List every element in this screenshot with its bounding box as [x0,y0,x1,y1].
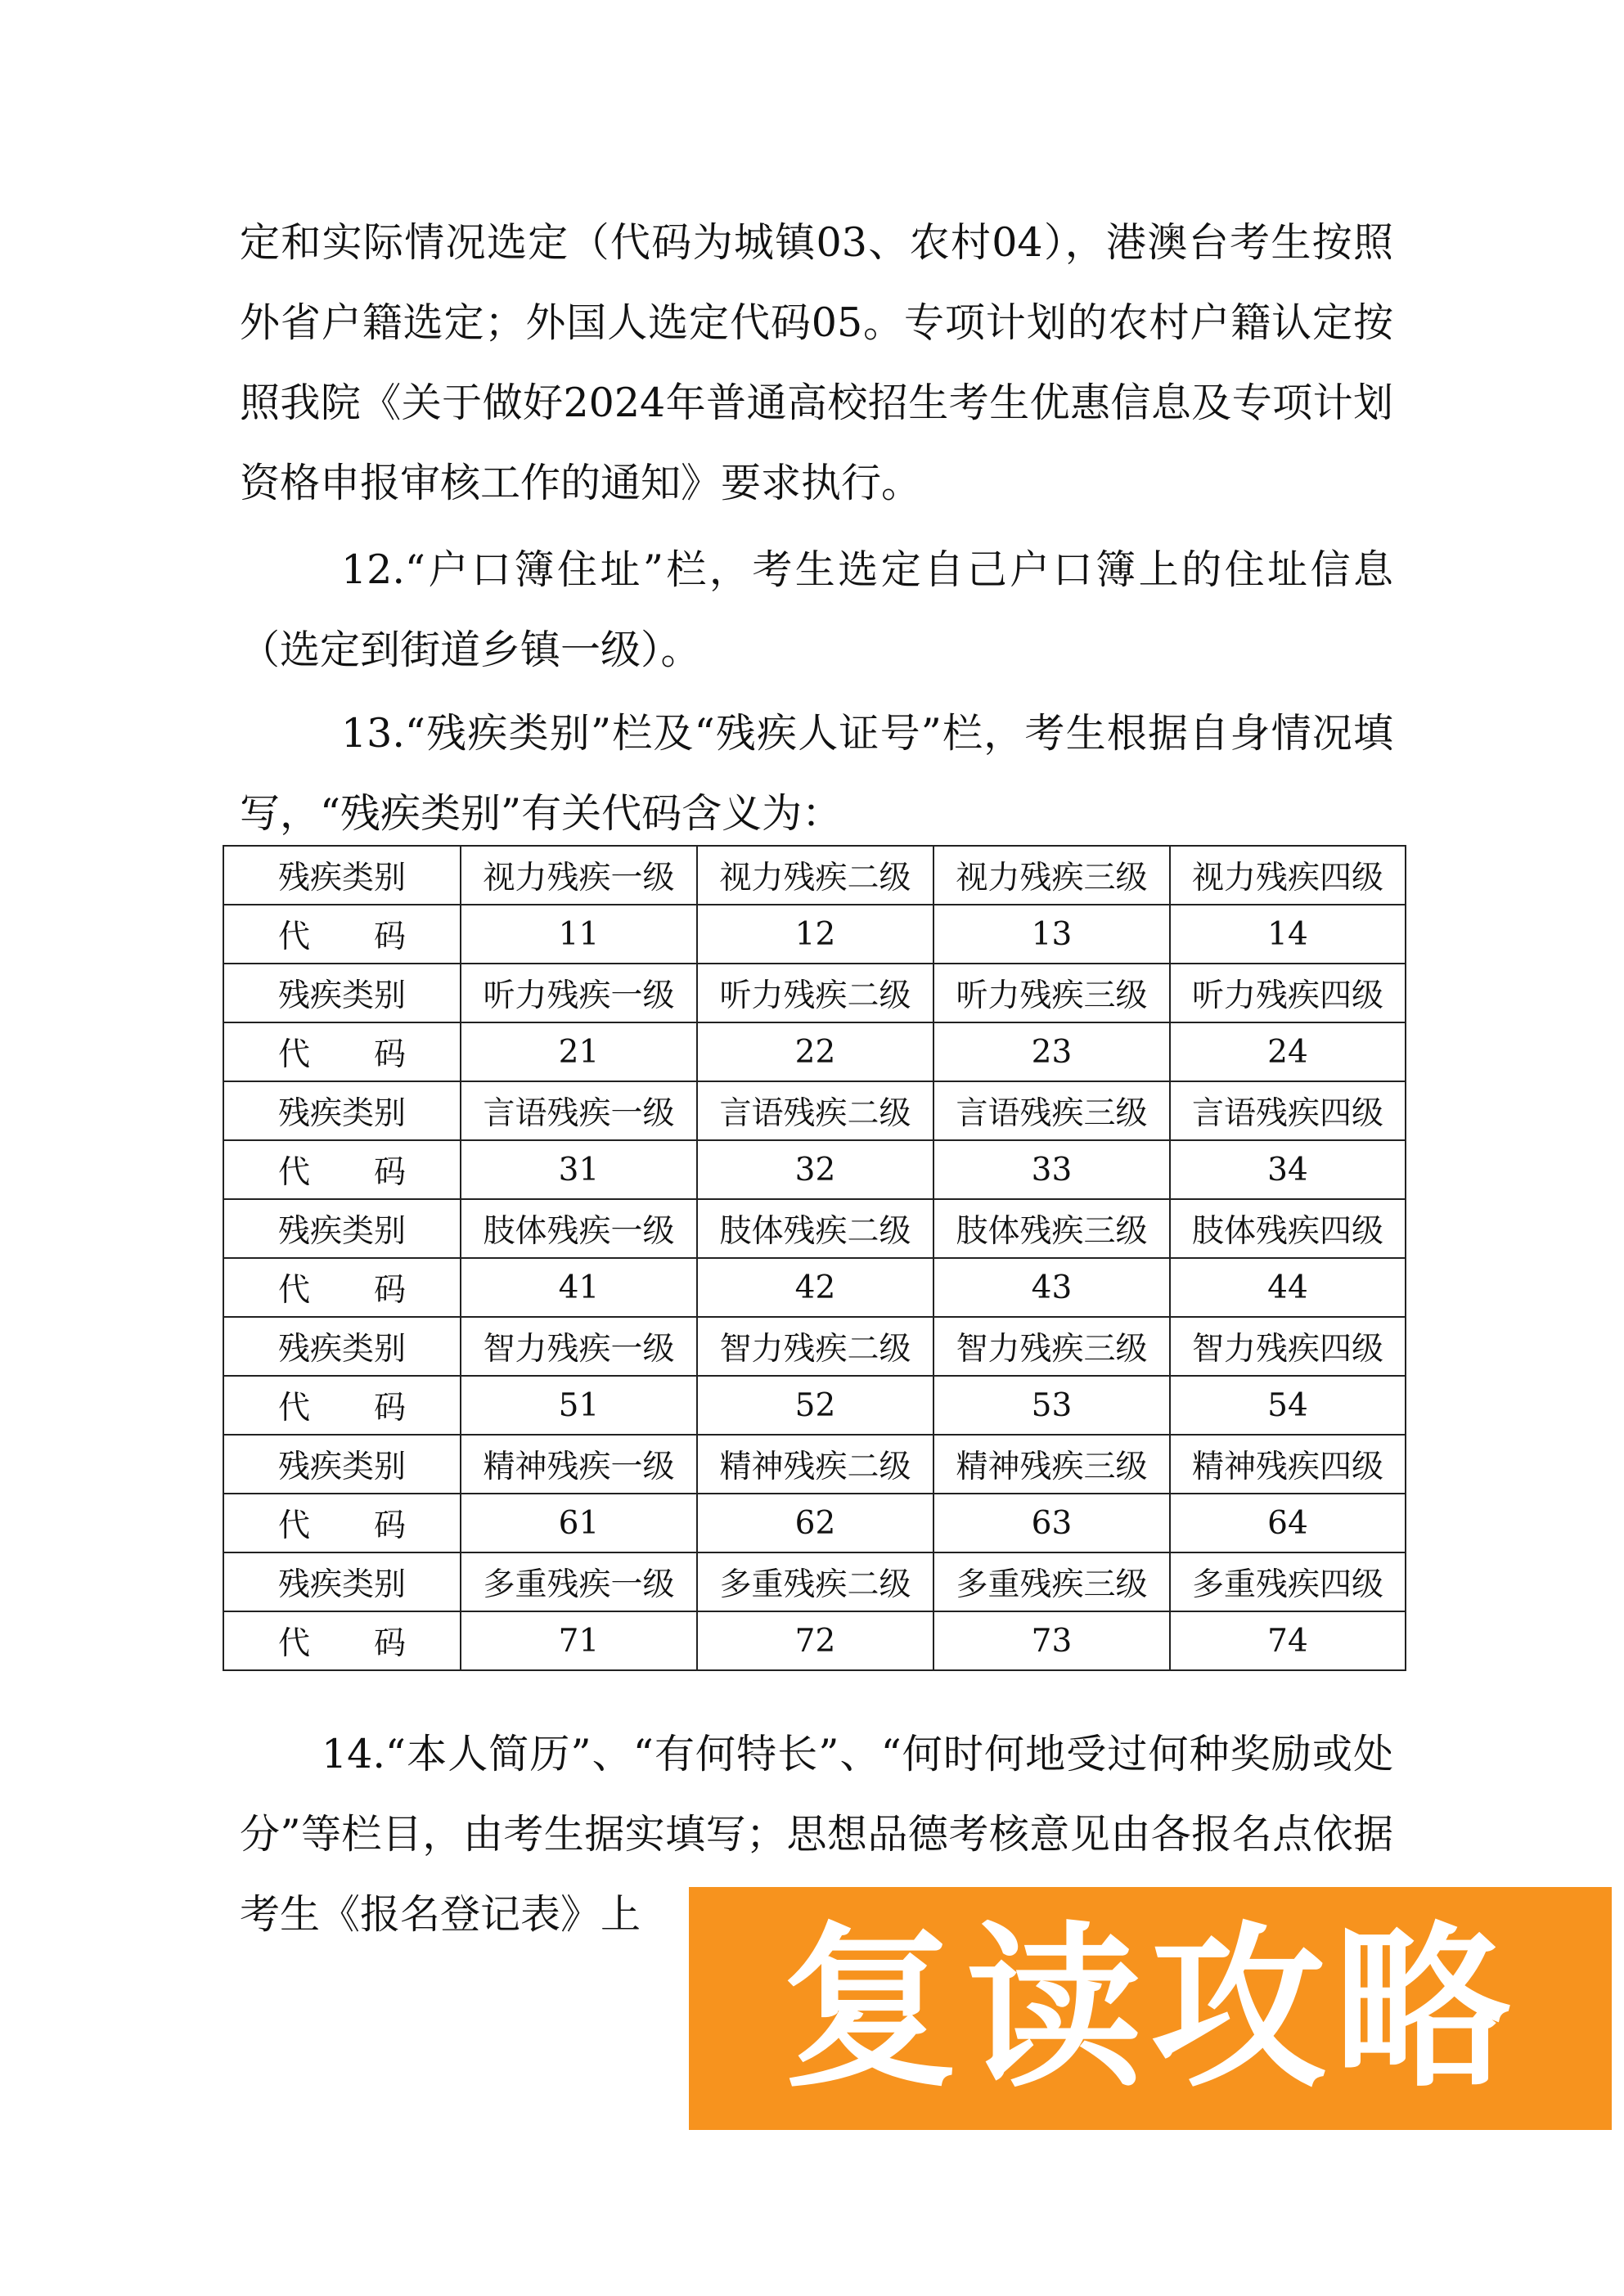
paragraph-household-code: 定和实际情况选定（代码为城镇03、农村04），港澳台考生按照外省户籍选定；外国人选定代码05。专项计划的农村户籍认定按照我院《关于做好2024年普通高校招生考生优惠信息及专项计划资格申报审核工作的通知》要求执行。 [240,219,1393,506]
category-label-cell: 残疾类别 [223,1435,461,1494]
code-cell: 13 [933,905,1170,964]
category-cell: 视力残疾一级 [461,846,697,905]
code-label-cell: 代 码 [223,1140,461,1199]
watermark-banner [689,1887,1612,2130]
code-cell: 21 [461,1022,697,1081]
code-label-cell: 代 码 [223,1611,461,1670]
category-cell: 肢体残疾一级 [461,1199,697,1258]
category-cell: 智力残疾三级 [933,1317,1170,1376]
category-cell: 肢体残疾四级 [1170,1199,1406,1258]
table-row-category [223,1317,1406,1376]
category-cell: 多重残疾三级 [933,1552,1170,1611]
category-cell: 听力残疾四级 [1170,964,1406,1022]
category-cell: 听力残疾二级 [697,964,933,1022]
category-cell: 听力残疾三级 [933,964,1170,1022]
category-cell: 肢体残疾二级 [697,1199,933,1258]
code-cell: 42 [697,1258,933,1317]
code-cell: 33 [933,1140,1170,1199]
table-row-category [223,1199,1406,1258]
code-cell: 44 [1170,1258,1406,1317]
category-cell: 精神残疾二级 [697,1435,933,1494]
table-row-code [223,1140,1406,1199]
category-cell: 肢体残疾三级 [933,1199,1170,1258]
table-row-code [223,1376,1406,1435]
category-cell: 精神残疾一级 [461,1435,697,1494]
table-row-code [223,1611,1406,1670]
code-cell: 63 [933,1494,1170,1552]
category-label-cell: 残疾类别 [223,1081,461,1140]
code-cell: 14 [1170,905,1406,964]
category-cell: 视力残疾二级 [697,846,933,905]
category-label-cell: 残疾类别 [223,846,461,905]
code-cell: 23 [933,1022,1170,1081]
code-label-cell: 代 码 [223,1376,461,1435]
category-cell: 精神残疾三级 [933,1435,1170,1494]
table-row-category [223,846,1406,905]
category-cell: 智力残疾二级 [697,1317,933,1376]
code-label-cell: 代 码 [223,1022,461,1081]
paragraph-item-13: 13.“残疾类别”栏及“残疾人证号”栏，考生根据自身情况填写，“残疾类别”有关代码含义为： [240,710,1393,837]
category-cell: 言语残疾一级 [461,1081,697,1140]
category-cell: 言语残疾三级 [933,1081,1170,1140]
category-label-cell: 残疾类别 [223,1199,461,1258]
code-cell: 51 [461,1376,697,1435]
code-cell: 71 [461,1611,697,1670]
category-cell: 精神残疾四级 [1170,1435,1406,1494]
code-cell: 53 [933,1376,1170,1435]
category-cell: 视力残疾三级 [933,846,1170,905]
code-cell: 72 [697,1611,933,1670]
table-row-code [223,905,1406,964]
category-cell: 多重残疾一级 [461,1552,697,1611]
category-cell: 多重残疾二级 [697,1552,933,1611]
code-cell: 34 [1170,1140,1406,1199]
code-label-cell: 代 码 [223,1258,461,1317]
disability-code-table-body [223,846,1406,1670]
category-cell: 听力残疾一级 [461,964,697,1022]
code-cell: 22 [697,1022,933,1081]
code-cell: 11 [461,905,697,964]
table-row-code [223,1258,1406,1317]
code-cell: 12 [697,905,933,964]
table-row-category [223,964,1406,1022]
code-label-cell: 代 码 [223,1494,461,1552]
code-cell: 61 [461,1494,697,1552]
category-cell: 智力残疾四级 [1170,1317,1406,1376]
code-label-cell: 代 码 [223,905,461,964]
paragraph-item-12: 12.“户口簿住址”栏，考生选定自己户口簿上的住址信息（选定到街道乡镇一级）。 [240,546,1393,673]
code-cell: 54 [1170,1376,1406,1435]
code-cell: 62 [697,1494,933,1552]
code-cell: 52 [697,1376,933,1435]
code-cell: 31 [461,1140,697,1199]
table-row-category [223,1435,1406,1494]
watermark-text: 复读攻略 [782,1906,1518,2111]
code-cell: 32 [697,1140,933,1199]
disability-code-table [223,845,1406,1671]
category-label-cell: 残疾类别 [223,964,461,1022]
category-cell: 多重残疾四级 [1170,1552,1406,1611]
category-cell: 言语残疾二级 [697,1081,933,1140]
code-cell: 73 [933,1611,1170,1670]
table-row-code [223,1494,1406,1552]
code-cell: 24 [1170,1022,1406,1081]
code-cell: 74 [1170,1611,1406,1670]
category-label-cell: 残疾类别 [223,1317,461,1376]
table-row-category [223,1552,1406,1611]
code-cell: 41 [461,1258,697,1317]
table-row-category [223,1081,1406,1140]
paragraph-item-14: 14.“本人简历”、“有何特长”、“何时何地受过何种奖励或处分”等栏目，由考生据实填写；思想品德考核意见由各报名点依据考生《报名登记表》上 [240,1731,1393,1938]
category-cell: 言语残疾四级 [1170,1081,1406,1140]
category-label-cell: 残疾类别 [223,1552,461,1611]
code-cell: 64 [1170,1494,1406,1552]
table-row-code [223,1022,1406,1081]
category-cell: 智力残疾一级 [461,1317,697,1376]
category-cell: 视力残疾四级 [1170,846,1406,905]
code-cell: 43 [933,1258,1170,1317]
